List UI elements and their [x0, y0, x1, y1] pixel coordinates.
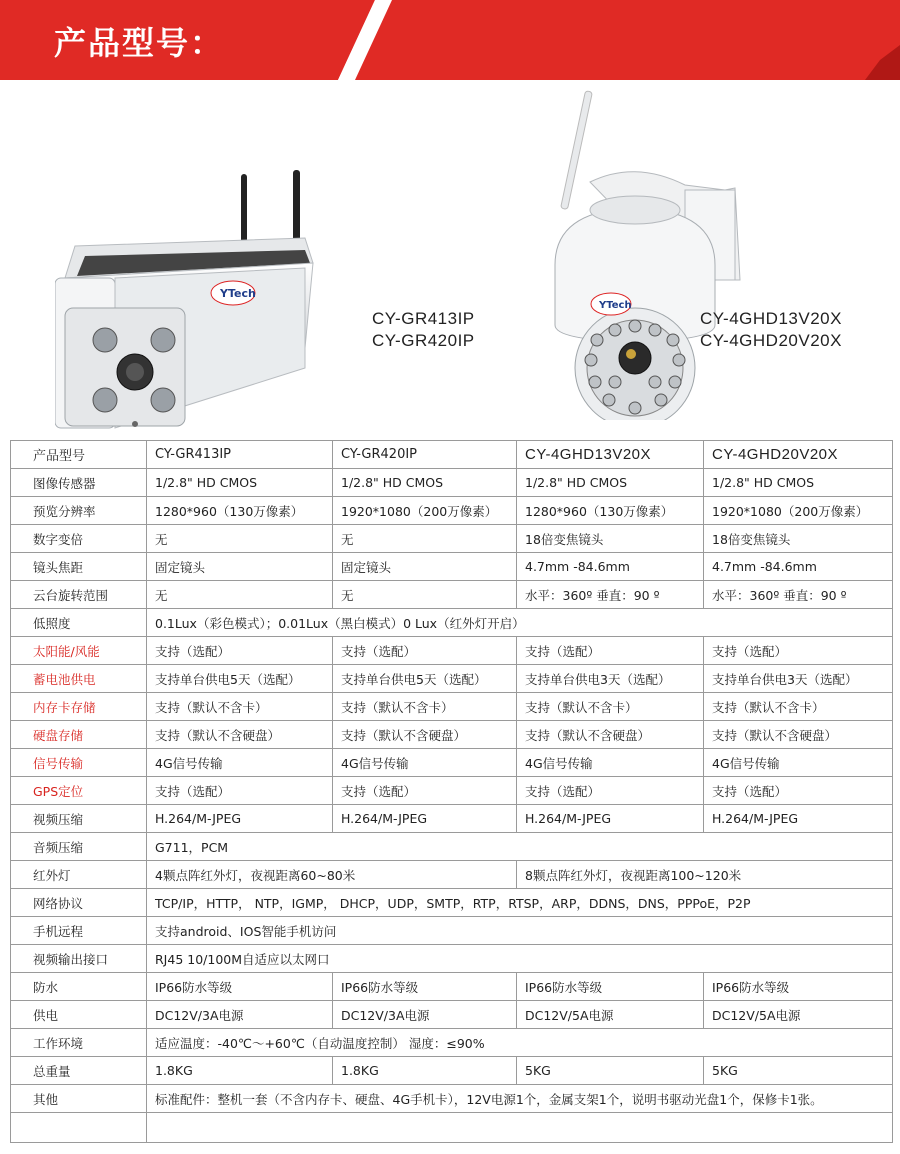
table-cell: 1280*960（130万像素） [147, 497, 333, 525]
table-cell: IP66防水等级 [147, 973, 333, 1001]
table-row [11, 861, 893, 889]
table-row [11, 1057, 893, 1085]
table-cell: 支持（选配） [333, 777, 517, 805]
table-cell: 18倍变焦镜头 [704, 525, 893, 553]
row-label: 总重量 [11, 1057, 147, 1085]
table-row-empty [11, 1113, 893, 1143]
bullet-brand-logo: YTech [220, 287, 256, 300]
table-cell: 1/2.8" HD CMOS [147, 469, 333, 497]
row-label: 供电 [11, 1001, 147, 1029]
row-label: 数字变倍 [11, 525, 147, 553]
table-cell: 1/2.8" HD CMOS [704, 469, 893, 497]
table-cell: 1920*1080（200万像素） [704, 497, 893, 525]
table-header-row [11, 441, 893, 469]
table-cell: 无 [147, 581, 333, 609]
table-cell: H.264/M-JPEG [333, 805, 517, 833]
table-cell: 支持单台供电3天（选配） [517, 665, 704, 693]
table-cell: DC12V/3A电源 [333, 1001, 517, 1029]
row-label: 云台旋转范围 [11, 581, 147, 609]
table-cell: 4.7mm -84.6mm [704, 553, 893, 581]
table-row [11, 1085, 893, 1113]
table-cell: 适应温度：-40℃～+60℃（自动温度控制） 湿度：≤90% [147, 1029, 893, 1057]
table-cell: 支持（默认不含卡） [517, 693, 704, 721]
table-row [11, 581, 893, 609]
table-cell: 4G信号传输 [333, 749, 517, 777]
table-cell: 固定镜头 [147, 553, 333, 581]
table-cell: 无 [147, 525, 333, 553]
table-cell: 支持（默认不含硬盘） [704, 721, 893, 749]
table-cell: 1920*1080（200万像素） [333, 497, 517, 525]
row-label: 低照度 [11, 609, 147, 637]
table-cell: IP66防水等级 [333, 973, 517, 1001]
table-cell: 4G信号传输 [704, 749, 893, 777]
table-cell: DC12V/5A电源 [704, 1001, 893, 1029]
table-row [11, 749, 893, 777]
table-row [11, 1029, 893, 1057]
table-cell: 0.1Lux（彩色模式）；0.01Lux（黑白模式）0 Lux（红外灯开启） [147, 609, 893, 637]
table-cell: G711，PCM [147, 833, 893, 861]
table-cell: 支持（默认不含硬盘） [517, 721, 704, 749]
table-cell: H.264/M-JPEG [704, 805, 893, 833]
table-row [11, 637, 893, 665]
table-cell: 支持（默认不含硬盘） [333, 721, 517, 749]
row-label: 预览分辨率 [11, 497, 147, 525]
row-label: 手机远程 [11, 917, 147, 945]
table-row [11, 1001, 893, 1029]
right-model-list [700, 308, 842, 352]
table-cell: IP66防水等级 [517, 973, 704, 1001]
table-cell: 固定镜头 [333, 553, 517, 581]
table-cell: 支持（默认不含卡） [704, 693, 893, 721]
row-label: 音频压缩 [11, 833, 147, 861]
table-cell: 支持（选配） [147, 637, 333, 665]
table-row [11, 973, 893, 1001]
row-label: 蓄电池供电 [11, 665, 147, 693]
spec-table-body [11, 441, 893, 1143]
row-label: 内存卡存储 [11, 693, 147, 721]
left-model-2: CY-GR420IP [372, 331, 475, 350]
header-col-4: CY-4GHD20V20X [704, 441, 893, 469]
header-label: 产品型号 [11, 441, 147, 469]
table-cell: 8颗点阵红外灯，夜视距离100~120米 [517, 861, 893, 889]
table-cell: 5KG [517, 1057, 704, 1085]
table-cell: 1.8KG [147, 1057, 333, 1085]
row-label: 太阳能/风能 [11, 637, 147, 665]
table-row [11, 525, 893, 553]
header-col-1: CY-GR413IP [147, 441, 333, 469]
table-row [11, 665, 893, 693]
dome-camera-image [535, 90, 745, 420]
table-cell: 支持单台供电5天（选配） [147, 665, 333, 693]
table-row [11, 777, 893, 805]
table-cell: 支持（默认不含卡） [147, 693, 333, 721]
row-label: 视频压缩 [11, 805, 147, 833]
spec-table [10, 440, 893, 1143]
table-row [11, 833, 893, 861]
table-cell: 无 [333, 525, 517, 553]
table-cell: 4G信号传输 [517, 749, 704, 777]
row-label: 硬盘存储 [11, 721, 147, 749]
table-row [11, 693, 893, 721]
dome-brand-logo: YTech [599, 300, 632, 311]
table-row [11, 721, 893, 749]
right-model-2: CY-4GHD20V20X [700, 331, 842, 350]
table-cell: 水平：360º 垂直：90 º [704, 581, 893, 609]
table-row [11, 917, 893, 945]
table-cell: 1/2.8" HD CMOS [517, 469, 704, 497]
table-cell: H.264/M-JPEG [147, 805, 333, 833]
row-label: GPS定位 [11, 777, 147, 805]
table-cell: 1280*960（130万像素） [517, 497, 704, 525]
table-cell: 支持（选配） [147, 777, 333, 805]
row-label: 工作环境 [11, 1029, 147, 1057]
table-cell: 支持（选配） [517, 777, 704, 805]
header-col-3: CY-4GHD13V20X [517, 441, 704, 469]
table-row [11, 945, 893, 973]
table-cell: 支持android、IOS智能手机访问 [147, 917, 893, 945]
row-label: 镜头焦距 [11, 553, 147, 581]
row-label: 网络协议 [11, 889, 147, 917]
table-cell: 标准配件：整机一套（不含内存卡、硬盘、4G手机卡），12V电源1个，金属支架1个，说明书驱动光盘1个，保修卡1张。 [147, 1085, 893, 1113]
row-label: 视频输出接口 [11, 945, 147, 973]
table-cell: 4颗点阵红外灯，夜视距离60~80米 [147, 861, 517, 889]
row-label: 其他 [11, 1085, 147, 1113]
table-cell: 1/2.8" HD CMOS [333, 469, 517, 497]
table-row [11, 805, 893, 833]
row-label: 红外灯 [11, 861, 147, 889]
row-label: 图像传感器 [11, 469, 147, 497]
left-model-list [372, 308, 475, 352]
table-cell: 支持单台供电3天（选配） [704, 665, 893, 693]
table-row [11, 889, 893, 917]
table-cell: DC12V/3A电源 [147, 1001, 333, 1029]
table-row [11, 497, 893, 525]
table-cell: 18倍变焦镜头 [517, 525, 704, 553]
bullet-camera-image [55, 168, 315, 458]
empty-cell [11, 1113, 147, 1143]
table-cell: RJ45 10/100M自适应以太网口 [147, 945, 893, 973]
table-cell: 支持（默认不含硬盘） [147, 721, 333, 749]
table-cell: 支持（选配） [333, 637, 517, 665]
table-cell: 水平：360º 垂直：90 º [517, 581, 704, 609]
table-cell: 支持（默认不含卡） [333, 693, 517, 721]
product-showcase [0, 80, 900, 440]
table-cell: 4.7mm -84.6mm [517, 553, 704, 581]
table-cell: IP66防水等级 [704, 973, 893, 1001]
table-cell: TCP/IP，HTTP， NTP，IGMP， DHCP，UDP，SMTP，RTP，RTSP，ARP，DDNS，DNS，PPPoE，P2P [147, 889, 893, 917]
row-label: 信号传输 [11, 749, 147, 777]
table-row [11, 609, 893, 637]
header-col-2: CY-GR420IP [333, 441, 517, 469]
left-model-1: CY-GR413IP [372, 309, 475, 328]
empty-cell [147, 1113, 893, 1143]
table-row [11, 553, 893, 581]
page-title: 产品型号： [54, 24, 225, 62]
table-row [11, 469, 893, 497]
table-cell: 支持（选配） [704, 777, 893, 805]
table-cell: 支持单台供电5天（选配） [333, 665, 517, 693]
table-cell: 1.8KG [333, 1057, 517, 1085]
right-model-1: CY-4GHD13V20X [700, 309, 842, 328]
table-cell: 支持（选配） [517, 637, 704, 665]
table-cell: DC12V/5A电源 [517, 1001, 704, 1029]
header-banner [0, 0, 900, 80]
table-cell: 4G信号传输 [147, 749, 333, 777]
row-label: 防水 [11, 973, 147, 1001]
table-cell: 5KG [704, 1057, 893, 1085]
table-cell: 无 [333, 581, 517, 609]
table-cell: 支持（选配） [704, 637, 893, 665]
table-cell: H.264/M-JPEG [517, 805, 704, 833]
